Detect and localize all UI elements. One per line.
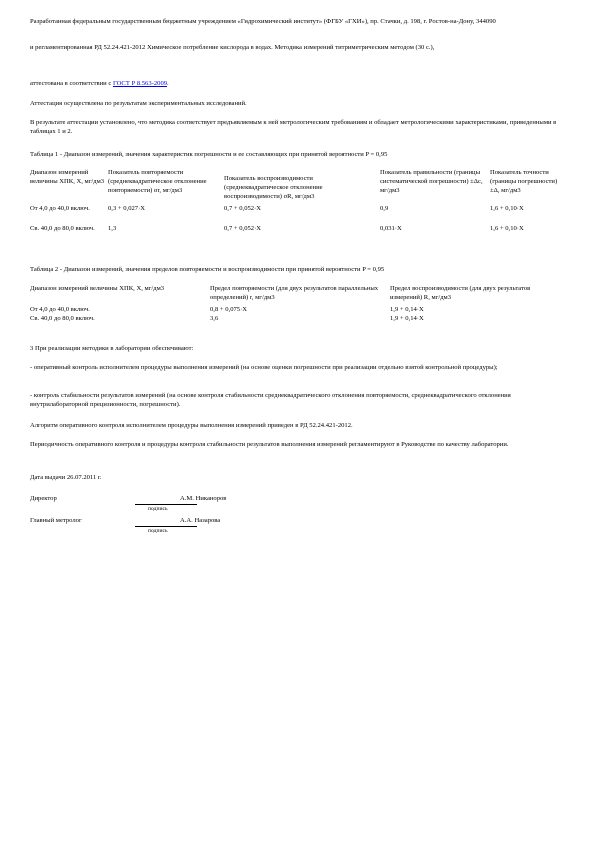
table-row (30, 306, 565, 315)
signature-caption: подпись (148, 528, 168, 534)
signature-director (30, 495, 430, 519)
table-row (30, 205, 565, 225)
table-header-cell: Диапазон измерений величины ХПК, X, мг/дм3 (30, 285, 165, 292)
table-2 (30, 285, 565, 324)
periodicity-paragraph: Периодичность оперативного контроля и процедуры контроля стабильности результатов выполнения измерений регламентируют в Руководстве по качеству лаборатории. (30, 441, 509, 448)
table-cell: 1,6 + 0,10·X (490, 205, 524, 212)
basis-paragraph: Аттестация осуществлена по результатам экспериментальных исследований. (30, 100, 247, 107)
table-header-cell: Показатель воспроизводимости (среднеквадратическое отклонение воспроизводимости) σR, мг/дм3 (224, 175, 323, 200)
table-cell: От 4,0 до 40,0 включ. (30, 306, 90, 313)
table-row (30, 225, 565, 234)
control-item-stability: - контроль стабильности результатов измерений (на основе контроля стабильности среднеквадратического отклонения повторяемости, среднеквадратического отклонения внутрилабораторной прецизионности, погрешности). (30, 392, 511, 408)
table-cell: 0,8 + 0,075·X (210, 306, 248, 313)
table-header-cell: Диапазон измерений величины ХПК, X, мг/дм3 (30, 169, 105, 185)
signature-name: А.М. Никаноров (180, 495, 227, 502)
table-header-cell: Предел повторяемости (для двух результатов параллельных определений) r, мг/дм3 (210, 285, 379, 301)
table-cell: Св. 40,0 до 80,0 включ. (30, 225, 95, 232)
table-cell: 0,031·X (380, 225, 402, 232)
control-item-operational: - оперативный контроль исполнителем процедуры выполнения измерений (на основе оценки погрешности при реализации отдельно взятой контрольной процедуры); (30, 364, 498, 371)
table-cell: 3,6 (210, 314, 219, 322)
table-cell: 1,3 (108, 225, 117, 232)
developer-paragraph: Разработанная федеральным государственным бюджетным учреждением «Гидрохимический институт» (ФГБУ «ГХИ»), пр. Стачки, д. 198, г. Ростов-на-Дону, 344090 (30, 18, 496, 25)
control-title: 3 При реализации методики в лаборатории обеспечивают: (30, 345, 194, 352)
signature-name: А.А. Назарова (180, 517, 221, 524)
table-header-row (30, 169, 565, 205)
table-cell: 1,9 + 0,14·X (390, 306, 424, 313)
certification-suffix: . (167, 80, 169, 87)
signature-line (135, 504, 197, 505)
table-header-row (30, 285, 565, 306)
table-cell: 0,3 + 0,027·X (108, 205, 146, 212)
gost-link[interactable]: ГОСТ Р 8.563-2009 (112, 80, 168, 87)
table-row (30, 315, 565, 324)
table-cell: 1,6 + 0,10·X (490, 225, 524, 232)
signature-caption: подпись (148, 506, 168, 512)
conclusion-paragraph: В результате аттестации установлено, что методика соответствует предъявляемым к ней метрологическим требованиям и обладает метрологическими характеристиками, приведенными в таблицах 1 и 2. (30, 119, 557, 135)
table-cell: 0,7 + 0,052·X (224, 225, 262, 232)
issue-date: Дата выдачи 26.07.2011 г. (30, 474, 102, 481)
table-cell: От 4,0 до 40,0 включ. (30, 205, 90, 212)
regulation-paragraph: и регламентированная РД 52.24.421-2012 Химическое потребление кислорода в водах. Методика измерений титриметрическим методом (30 с.), (30, 44, 435, 51)
signature-role: Главный метролог (30, 517, 82, 524)
signature-role: Директор (30, 495, 57, 502)
table1-caption: Таблица 1 - Диапазон измерений, значения характеристик погрешности и ее составляющих при принятой вероятности P = 0,95 (30, 151, 388, 158)
certification-prefix: аттестована в соответствии с (30, 80, 113, 87)
table-header-cell: Показатель точности (границы погрешности) ±Δ, мг/дм3 (490, 169, 558, 194)
table-cell: 0,7 + 0,052·X (224, 205, 262, 212)
table-1 (30, 169, 565, 234)
table-cell: Св. 40,0 до 80,0 включ. (30, 314, 95, 322)
table-header-cell: Показатель повторяемости (среднеквадратическое отклонение повторяемости) σr, мг/дм3 (108, 169, 207, 194)
signature-metrologist (30, 517, 430, 541)
algorithm-paragraph: Алгоритм оперативного контроля исполнителем процедуры выполнения измерений приведен в РД 52.24.421-2012. (30, 422, 353, 429)
table-header-cell: Показатель правильности (границы систематической погрешности) ±Δc, мг/дм3 (380, 169, 483, 194)
certification-paragraph (30, 80, 565, 89)
table2-caption: Таблица 2 - Диапазон измерений, значения пределов повторяемости и воспроизводимости при принятой вероятности P = 0,95 (30, 266, 385, 273)
table-header-cell: Предел воспроизводимости (для двух результатов измерений) R, мг/дм3 (390, 285, 531, 301)
table-cell: 1,9 + 0,14·X (390, 314, 424, 322)
table-cell: 0,9 (380, 205, 389, 212)
signature-line (135, 526, 197, 527)
